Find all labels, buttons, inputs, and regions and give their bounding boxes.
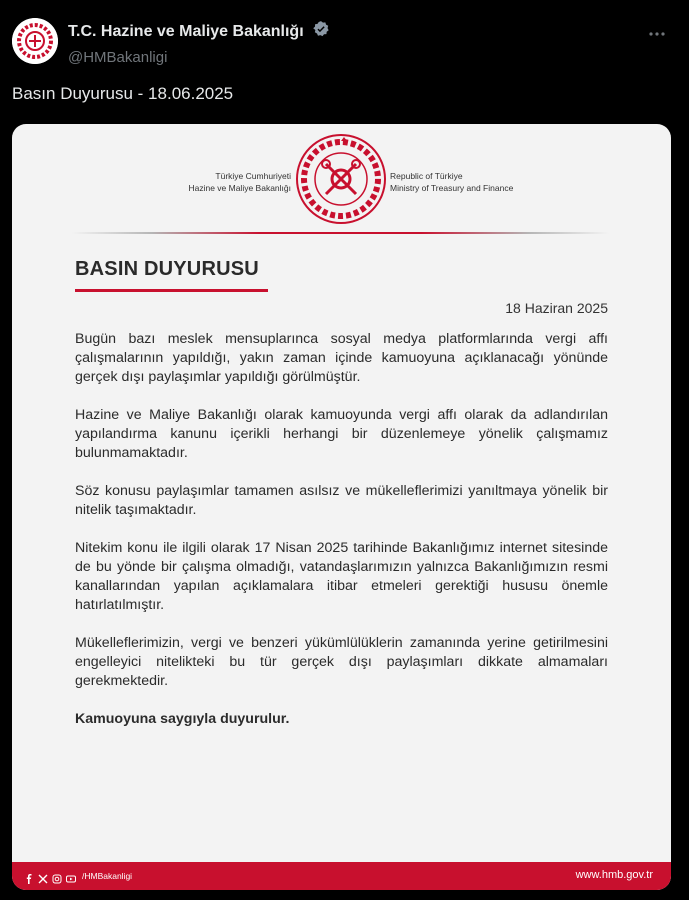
letterhead-right <box>390 170 513 194</box>
display-name[interactable]: T.C. Hazine ve Maliye Bakanlığı <box>68 22 304 40</box>
more-options-icon[interactable] <box>645 22 669 46</box>
letterhead-left-line: Hazine ve Maliye Bakanlığı <box>188 183 291 193</box>
footer-website: www.hmb.gov.tr <box>575 869 653 881</box>
letterhead-right-line: Ministry of Treasury and Finance <box>390 183 514 193</box>
press-release-document <box>12 124 671 890</box>
paragraph: Hazine ve Maliye Bakanlığı olarak kamuoyunda vergi affı olarak da adlandırılan yapılandırma kanunu içerikli herhangi bir düzenlemeye yönelik çalışmamız bulunmamaktadır. <box>75 407 608 461</box>
avatar[interactable] <box>12 18 58 64</box>
document-title: BASIN DUYURUSU <box>75 258 259 280</box>
letterhead <box>12 132 671 232</box>
paragraph: Söz konusu paylaşımlar tamamen asılsız ve mükelleflerimizi yanıltmaya yönelik bir nitelik taşımaktadır. <box>75 483 608 518</box>
ministry-logo-icon <box>12 18 58 64</box>
title-underline <box>75 289 268 292</box>
paragraph: Nitekim konu ile ilgili olarak 17 Nisan 2025 tarihinde Bakanlığımız internet sitesinde de bu yönde bir çalışma olmadığı, vatandaşlarımızın yalnızca Bakanlığımızın resmi kanallarından yapılan açıklamalara itibar etmeleri gerektiği hususu önemle hatırlatılmıştır. <box>75 540 608 613</box>
verified-badge-icon <box>312 20 330 43</box>
tweet-text: Basın Duyurusu - 18.06.2025 <box>12 84 234 103</box>
author <box>68 20 330 66</box>
document-footer <box>12 862 671 890</box>
closing-statement: Kamuoyuna saygıyla duyurulur. <box>75 711 290 727</box>
paragraph: Mükelleflerimizin, vergi ve benzeri yükümlülüklerin zamanında yerine getirilmesini engelleyici nitelikteki bu tür gerçek dışı paylaşımları dikkate almamaları gerekmektedir. <box>75 635 608 689</box>
ministry-emblem-icon <box>294 132 388 231</box>
instagram-icon <box>52 871 62 881</box>
facebook-icon <box>24 871 34 881</box>
youtube-icon <box>66 871 76 881</box>
paragraph: Bugün bazı meslek mensuplarınca sosyal medya platformlarında vergi affı çalışmalarının yapıldığı, yakın zaman içinde kamuoyuna açıklanacağı yönünde gerçek dışı paylaşımlar yapıldığı görülmüştür. <box>75 331 608 385</box>
tweet-header <box>12 14 677 70</box>
letterhead-left <box>188 170 291 194</box>
letterhead-right-line: Republic of Türkiye <box>390 171 463 181</box>
tweet-media-image[interactable] <box>12 124 671 890</box>
footer-social-handle: /HMBakanligi <box>82 871 133 881</box>
document-body <box>75 330 608 748</box>
header-divider <box>72 232 609 234</box>
document-date: 18 Haziran 2025 <box>505 300 608 316</box>
x-icon <box>38 871 48 881</box>
letterhead-left-line: Türkiye Cumhuriyeti <box>215 171 291 181</box>
social-links <box>24 868 132 884</box>
handle[interactable]: @HMBakanligi <box>68 49 168 66</box>
